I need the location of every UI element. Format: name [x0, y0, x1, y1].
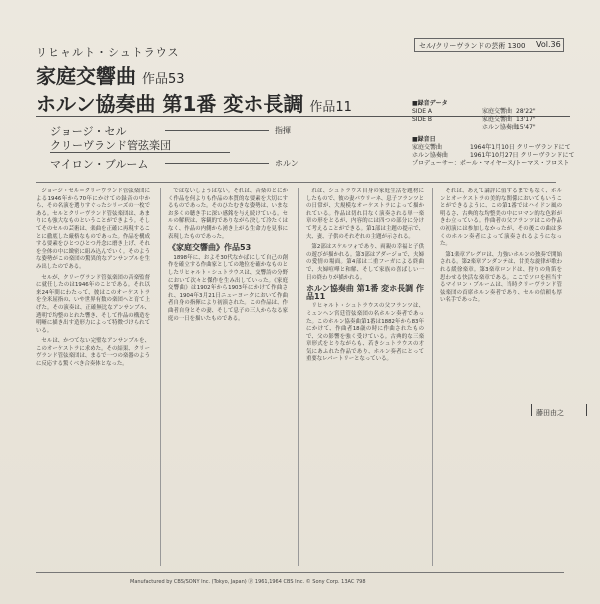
notes-paragraph: セルが、クリーヴランド管弦楽団の音楽監督に就任したのは1946年のことである。それ以来24年間にわたって、彼はこのオーケストラを全米屈指の、いや世界有数の楽団へと育て上げた。その演奏は、正確無比なアンサンブル、透明で均整のとれた響き、そして作品の構造を明晰に描き出す造形力によって特徴づけられている。	[36, 274, 150, 334]
side-time: 15'47"	[516, 124, 536, 131]
notes-paragraph: それは、あえて論評に值するまでもなく、ホルンとオーケストラの美的な関係においてもいうことができるように、この第1番ではハイドン風の明るさ、古典的な均整美の中にロマン的な色彩がきわ立っている。作曲者の父フランツはこの作品の初演には参加しなかったが、その後この曲は多くのホルン奏者によって演奏されるようになった。	[440, 188, 562, 248]
series-badge: セル/クリーヴランドの芸術 1300	[414, 38, 564, 52]
date-row	[412, 152, 577, 160]
notes-column-4	[440, 188, 562, 398]
performer-dash	[165, 130, 269, 131]
date-work: 家庭交響曲	[412, 144, 443, 151]
notes-paragraph: 第1楽章アレグロは、力強いホルンの独奏で開始される。第2楽章アンダンテは、甘美な旋律が歌われる緩徐楽章。第3楽章ロンドは、狩りの角笛を思わせる快活な楽章である。ここでソロを担当するマイロン・ブルームは、当時クリーヴランド管弦楽団の首席ホルン奏者であり、セルの信頼も厚い名手であった。	[440, 251, 562, 304]
work1-opus: 作品53	[142, 72, 185, 87]
performer-dash	[165, 163, 269, 164]
notes-paragraph: 1898年に、およそ30代なかばにして自己の創作を確立する作曲家としての地位を確かなものとしたリヒャルト・シュトラウスは、交響詩の分野において次々と傑作を生み出していった。《家庭交響曲》は1902年から1903年にかけて作曲され、1904年3月21日ニューヨークにおいて作曲者自身の指揮により初演された。この作品は、作曲者自身とその妻、そして息子の三人からなる家庭の一日を描いたものである。	[168, 254, 288, 322]
side-work: 家庭交響曲	[482, 116, 513, 123]
performer-name: ジョージ・セル	[50, 125, 127, 138]
composer-name: リヒャルト・シュトラウス	[36, 46, 180, 59]
performer-name: マイロン・ブルーム	[50, 158, 149, 171]
side-work: ホルン協奏曲	[482, 124, 518, 131]
section-heading-symphony: 《家庭交響曲》作品53	[168, 243, 252, 253]
side-time: 13'17"	[516, 116, 536, 123]
performer-name: クリーヴランド管弦楽団	[50, 139, 171, 152]
notes-column-1	[36, 188, 150, 568]
notes-paragraph: リヒャルト・シュトラウスの父フランツは、ミュンヘン宮廷管弦楽団の名ホルン奏者であった。このホルン協奏曲第1番は1882年から83年にかけて、作曲者18歳の時に作曲されたもので、父の影響を強く受けている。古典的な三楽章形式をとりながらも、若きシュトラウスの才気にあふれた作品であり、ホルン奏者にとって重要なレパートリーとなっている。	[306, 303, 424, 363]
column-divider	[160, 188, 161, 566]
performer-divider	[50, 152, 230, 153]
notes-column-2	[168, 188, 288, 568]
notes-paragraph: セルは、かつてない完璧なアンサンブルを、このオーケストラに求めた。その結果、クリーヴランド管弦楽団は、まるで一つの楽器のように反応する驚くべき合奏体となった。	[36, 338, 150, 368]
notes-paragraph: 第2部はスケルツォであり、両親の幸福と子供の遊びが描かれる。第3部はアダージョで、夫婦の愛情の場面。第4部は二重フーガによる終曲で、夫婦喧嘩と和解、そして家族の喜ばしい一日の終わりが描かれる。	[306, 244, 424, 281]
column-divider	[432, 188, 433, 566]
notes-author: 藤田由之	[536, 409, 564, 417]
footer-divider	[36, 572, 564, 573]
producer-row	[412, 160, 577, 168]
side-row	[412, 124, 577, 132]
notes-paragraph: ジョージ・セル＝クリーヴランド管弦楽団による1946年から70年にかけての録音の中から、その名演を選りすぐったシリーズの一枚である。セルとクリーヴランド管弦楽団は、あまりにも強大なものということができよう。そしてそのセルの芸術は、楽曲を正確に再現することに徹底した厳格なものであった。作品を構成する要素をひとつひとつ丹念に磨き上げ、それを全体の中に緻密に組み込んでいく。そのような姿勢がこの楽団の驚異的なアンサンブルを生み出したのである。	[36, 188, 150, 270]
work2-title	[36, 88, 352, 117]
notes-column-3	[306, 188, 424, 568]
side-work: 家庭交響曲	[482, 108, 513, 115]
notes-paragraph: ではないしょうはない。それは、音楽のとにかく作品を何よりも作品の本質的な要素を大切にするものであった。そのひたむきな姿勢は、いまなお多くの聴き手に深い感銘を与え続けている。セルの解釈は、客観的でありながら決して冷たくはなく、作品の内側から湧き上がる生命力を見事に表現したものであった。	[168, 188, 288, 240]
work1-title	[36, 60, 185, 89]
notes-paragraph: れは、シュトラウス自身の家庭生活を題材にしたもので、彼の妻パウリーネ、息子フランツとの日常が、大規模なオーケストラによって描かれている。作品は切れ目なく演奏される単一楽章の形をとるが、内容的には四つの部分に分けて考えることができる。第1部は主題の提示で、夫、妻、子供のそれぞれの主題が示される。	[306, 188, 424, 240]
side-label: SIDE B	[412, 116, 433, 123]
work2-opus: 作品11	[309, 100, 352, 115]
manufacturer-credit: Manufactured by CBS/SONY Inc. (Tokyo, Japan) ⓟ 1961,1964 CBS Inc. © Sony Corp. 13AC 798	[130, 579, 366, 585]
date-detail: 1964年1月10日 クリーヴランドにて	[470, 144, 571, 151]
performer-role: ホルン	[275, 159, 299, 168]
performer-orchestra	[50, 137, 171, 153]
side-row	[412, 108, 577, 116]
side-time: 28'22"	[516, 108, 536, 115]
work1-title-text: 家庭交響曲	[36, 64, 136, 88]
performer-soloist	[50, 156, 299, 172]
date-work: ホルン協奏曲	[412, 152, 448, 159]
date-detail: 1961年10月27日 クリーヴランドにて	[470, 152, 575, 159]
volume-label: Vol.36	[536, 40, 561, 49]
work2-title-text: ホルン協奏曲 第1番 変ホ長調	[36, 92, 304, 116]
section-heading-concerto: ホルン協奏曲 第1番 変ホ長調 作品11	[306, 284, 424, 301]
data-heading: ■録音データ	[412, 100, 448, 107]
producer-credit: プロデューサー：ポール・マイヤース/トーマス・フロスト	[412, 160, 570, 167]
performer-role: 指揮	[275, 126, 291, 135]
dates-heading: ■録音日	[412, 136, 436, 143]
side-row	[412, 116, 577, 124]
side-label: SIDE A	[412, 108, 433, 115]
recording-info	[412, 96, 577, 168]
body-top-divider	[36, 182, 556, 183]
column-divider	[298, 188, 299, 566]
date-row	[412, 144, 577, 152]
